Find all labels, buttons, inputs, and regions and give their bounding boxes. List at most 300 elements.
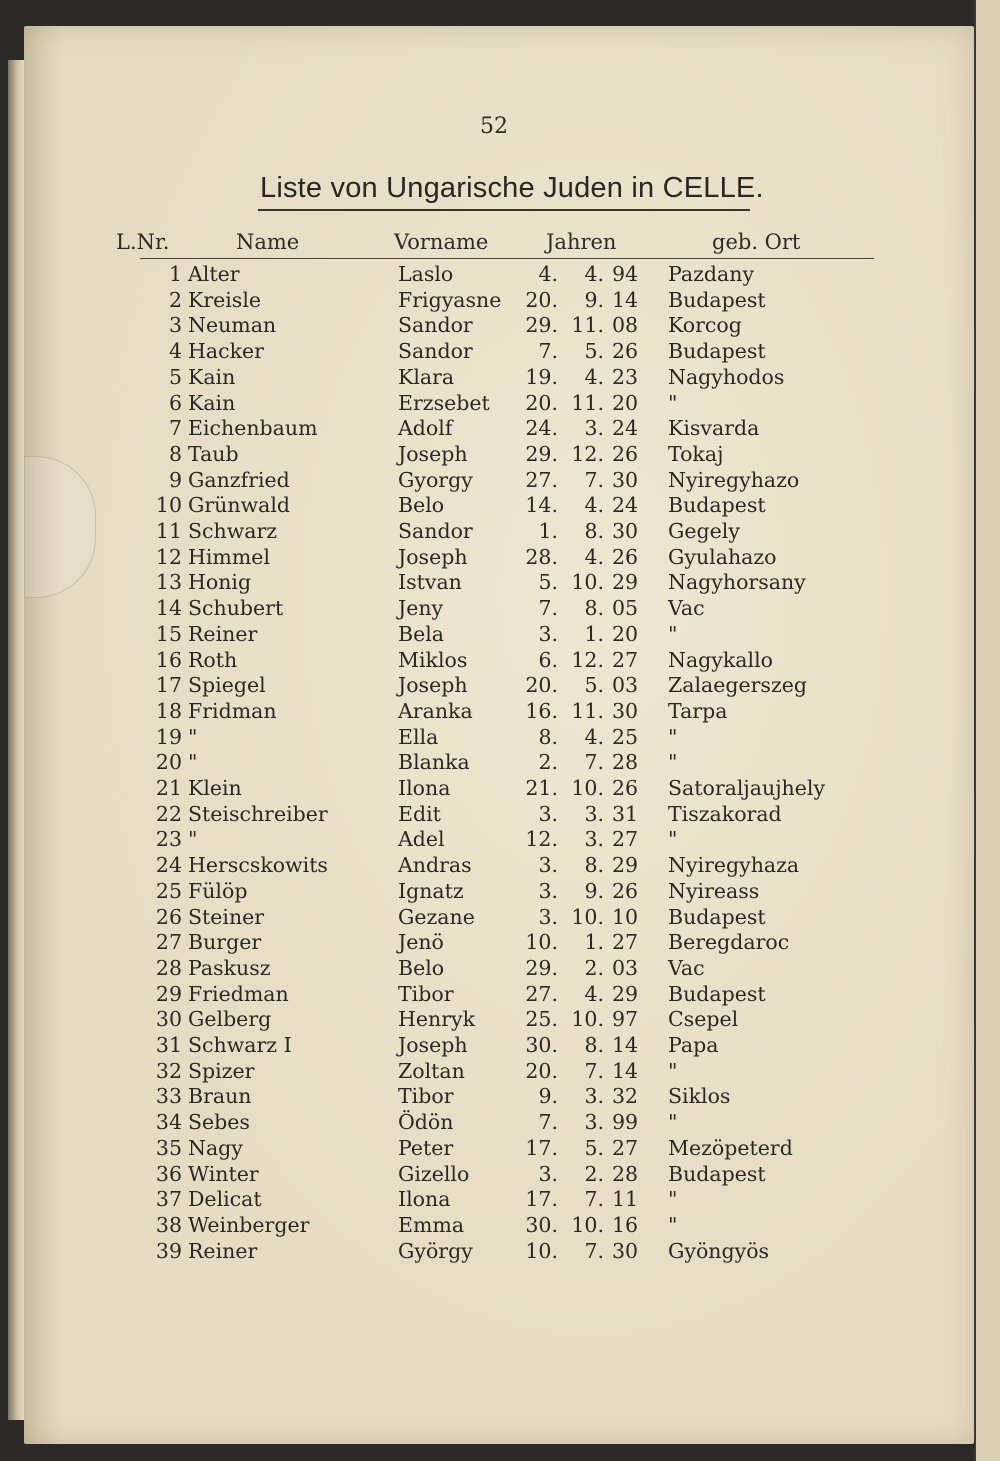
birth-day: 17.	[525, 1135, 558, 1160]
row-number: 9	[168, 467, 182, 492]
row-number: 20	[155, 750, 182, 775]
birth-year: 97	[612, 1007, 639, 1032]
birthplace: Tiszakorad	[668, 801, 782, 826]
birth-month: 3.	[584, 801, 604, 826]
surname: Eichenbaum	[188, 416, 318, 441]
birth-month: 2.	[584, 1161, 604, 1186]
first-name: Blanka	[398, 750, 470, 775]
row-number: 5	[168, 364, 182, 389]
first-name: Zoltan	[398, 1058, 465, 1083]
table-row	[24, 442, 974, 468]
birth-year: 30	[612, 519, 639, 543]
birth-month: 3.	[584, 827, 604, 852]
row-number: 26	[155, 904, 182, 929]
surname: Schwarz I	[188, 1033, 292, 1057]
birth-day: 21.	[525, 776, 558, 800]
surname: Sebes	[188, 1110, 250, 1135]
birth-month: 3.	[584, 1084, 604, 1109]
first-name: Joseph	[398, 1033, 468, 1057]
first-name: Bela	[398, 621, 444, 646]
row-number: 2	[168, 287, 182, 312]
first-name: Sandor	[398, 313, 473, 338]
first-name: Edit	[398, 801, 441, 826]
birthplace: Kisvarda	[668, 416, 760, 441]
birthplace: Nyireass	[668, 878, 760, 903]
table-row	[24, 570, 974, 596]
surname: Fridman	[188, 698, 277, 723]
surname: Steischreiber	[188, 801, 328, 826]
birth-day: 8.	[538, 724, 558, 749]
row-number: 21	[155, 776, 182, 800]
row-number: 17	[155, 673, 182, 698]
birth-year: 28	[612, 1161, 639, 1186]
birthplace: Budapest	[668, 1161, 766, 1186]
birth-month: 5.	[584, 673, 604, 698]
first-name: Ödön	[398, 1110, 454, 1135]
surname: Braun	[188, 1084, 252, 1109]
table-row	[24, 1084, 974, 1110]
birth-year: 30	[612, 698, 639, 723]
birthplace: Nagyhodos	[668, 364, 785, 389]
surname: Kreisle	[188, 287, 262, 312]
table-row	[24, 493, 974, 519]
birth-day: 20.	[525, 1058, 558, 1083]
birth-month: 10.	[571, 776, 604, 800]
birth-day: 20.	[525, 390, 558, 415]
birth-year: 26	[612, 339, 639, 364]
birth-year: 27	[612, 647, 639, 672]
row-number: 34	[155, 1110, 182, 1135]
first-name: Laslo	[398, 262, 454, 286]
birth-year: 03	[612, 673, 639, 698]
birthplace: Gyulahazo	[668, 544, 777, 569]
table-row	[24, 776, 974, 802]
birth-month: 10.	[571, 1212, 604, 1237]
first-name: Gyorgy	[398, 467, 473, 492]
surname: "	[188, 750, 198, 775]
birth-month: 11.	[571, 390, 604, 415]
surname: Nagy	[188, 1135, 243, 1160]
birthplace: "	[668, 621, 678, 646]
birth-year: 20	[612, 621, 639, 646]
birth-month: 10.	[571, 904, 604, 929]
surname: "	[188, 724, 198, 749]
surname: Reiner	[188, 621, 258, 646]
birthplace: Tokaj	[668, 441, 724, 466]
birthplace: "	[668, 1212, 678, 1237]
table-row	[24, 750, 974, 776]
birth-day: 5.	[538, 570, 558, 595]
first-name: Jenö	[398, 930, 444, 955]
surname: Weinberger	[188, 1212, 310, 1237]
page-number: 52	[480, 114, 508, 139]
surname: Honig	[188, 570, 252, 595]
table-row	[24, 802, 974, 828]
birth-year: 23	[612, 364, 639, 389]
birth-month: 8.	[584, 519, 604, 543]
table-row	[24, 1033, 974, 1059]
birthplace: "	[668, 390, 678, 415]
header-vorname: Vorname	[394, 230, 489, 254]
birth-month: 2.	[584, 955, 604, 980]
birth-day: 30.	[525, 1033, 558, 1057]
row-number: 33	[155, 1084, 182, 1109]
birthplace: Vac	[668, 596, 705, 621]
document-page	[24, 26, 974, 1444]
birth-month: 12.	[571, 647, 604, 672]
birth-day: 7.	[538, 596, 558, 621]
first-name: Joseph	[398, 544, 468, 569]
first-name: Henryk	[398, 1007, 476, 1032]
birth-month: 9.	[584, 878, 604, 903]
birth-year: 24	[612, 416, 639, 441]
surname: Ganzfried	[188, 467, 290, 492]
birth-day: 3.	[538, 878, 558, 903]
first-name: Belo	[398, 493, 445, 518]
table-row	[24, 1136, 974, 1162]
table-row	[24, 288, 974, 314]
birthplace: Beregdaroc	[668, 930, 790, 955]
header-rule	[140, 258, 874, 259]
table-row	[24, 1162, 974, 1188]
birth-month: 10.	[571, 570, 604, 595]
page-edge	[8, 60, 24, 1420]
birthplace: Tarpa	[668, 698, 728, 723]
birth-month: 3.	[584, 1110, 604, 1135]
birth-month: 12.	[571, 441, 604, 466]
birthplace: "	[668, 827, 678, 852]
first-name: Emma	[398, 1212, 465, 1237]
row-number: 18	[155, 698, 182, 723]
surname: Schubert	[188, 596, 284, 621]
surname: Spizer	[188, 1058, 255, 1083]
birth-month: 9.	[584, 287, 604, 312]
first-name: Belo	[398, 955, 445, 980]
birth-year: 29	[612, 981, 639, 1006]
birthplace: Pazdany	[668, 262, 755, 286]
row-number: 22	[155, 801, 182, 826]
birth-day: 28.	[525, 544, 558, 569]
birthplace: Mezöpeterd	[668, 1135, 793, 1160]
table-row	[24, 827, 974, 853]
birthplace: Siklos	[668, 1084, 731, 1109]
row-number: 13	[155, 570, 182, 595]
row-number: 19	[155, 724, 182, 749]
birthplace: Gyöngyös	[668, 1238, 770, 1263]
birth-year: 10	[612, 904, 639, 929]
first-name: Adolf	[398, 416, 453, 441]
first-name: Ignatz	[398, 878, 464, 903]
row-number: 4	[168, 339, 182, 364]
birthplace: Vac	[668, 955, 705, 980]
table-row	[24, 648, 974, 674]
birth-day: 7.	[538, 1110, 558, 1135]
surname: Herscskowits	[188, 853, 328, 878]
header-nr: L.Nr.	[116, 230, 170, 254]
first-name: Sandor	[398, 339, 473, 364]
row-number: 36	[155, 1161, 182, 1186]
birth-year: 25	[612, 724, 639, 749]
table-row	[24, 262, 974, 288]
table-row	[24, 339, 974, 365]
birth-month: 8.	[584, 596, 604, 621]
first-name: Erzsebet	[398, 390, 490, 415]
surname: Kain	[188, 390, 236, 415]
row-number: 32	[155, 1058, 182, 1083]
table-row	[24, 1110, 974, 1136]
birth-year: 31	[612, 801, 639, 826]
surname: Fülöp	[188, 878, 248, 903]
table-row	[24, 699, 974, 725]
first-name: Aranka	[398, 698, 473, 723]
table-row	[24, 313, 974, 339]
row-number: 35	[155, 1135, 182, 1160]
row-number: 16	[155, 647, 182, 672]
birth-day: 4.	[538, 262, 558, 286]
birthplace: Budapest	[668, 981, 766, 1006]
page-title: Liste von Ungarische Juden in CELLE.	[260, 172, 764, 204]
birthplace: Korcog	[668, 313, 742, 338]
table-row	[24, 725, 974, 751]
table-row	[24, 879, 974, 905]
surname: Friedman	[188, 981, 289, 1006]
birthplace: "	[668, 724, 678, 749]
surname: Winter	[188, 1161, 259, 1186]
row-number: 10	[155, 493, 182, 518]
birth-day: 29.	[525, 313, 558, 338]
first-name: Miklos	[398, 647, 468, 672]
birthplace: Nyiregyhazo	[668, 467, 800, 492]
row-number: 6	[168, 390, 182, 415]
surname: Paskusz	[188, 955, 271, 980]
first-name: Peter	[398, 1135, 454, 1160]
birth-day: 20.	[525, 673, 558, 698]
birth-year: 99	[612, 1110, 639, 1135]
birth-day: 3.	[538, 1161, 558, 1186]
birth-year: 28	[612, 750, 639, 775]
birthplace: Gegely	[668, 519, 740, 543]
birth-day: 29.	[525, 441, 558, 466]
table-row	[24, 853, 974, 879]
row-number: 3	[168, 313, 182, 338]
surname: Schwarz	[188, 519, 278, 543]
row-number: 29	[155, 981, 182, 1006]
birth-day: 27.	[525, 467, 558, 492]
birth-month: 7.	[584, 750, 604, 775]
birth-year: 26	[612, 441, 639, 466]
birthplace: "	[668, 1110, 678, 1135]
birth-day: 10.	[525, 930, 558, 955]
header-jahren: Jahren	[546, 230, 617, 254]
birth-month: 7.	[584, 1058, 604, 1083]
table-row	[24, 519, 974, 545]
first-name: Frigyasne	[398, 287, 502, 312]
surname: Alter	[188, 262, 240, 286]
row-number: 7	[168, 416, 182, 441]
birth-day: 16.	[525, 698, 558, 723]
birth-day: 1.	[538, 519, 558, 543]
birth-day: 2.	[538, 750, 558, 775]
table-row	[24, 416, 974, 442]
row-number: 30	[155, 1007, 182, 1032]
birth-month: 7.	[584, 467, 604, 492]
table-row	[24, 391, 974, 417]
surname: Taub	[188, 441, 239, 466]
birthplace: Budapest	[668, 339, 766, 364]
birth-month: 5.	[584, 339, 604, 364]
title-underline	[258, 209, 750, 211]
birth-day: 27.	[525, 981, 558, 1006]
birth-month: 7.	[584, 1238, 604, 1263]
birth-month: 8.	[584, 853, 604, 878]
surname: Burger	[188, 930, 262, 955]
surname: Grünwald	[188, 493, 291, 518]
birth-month: 3.	[584, 416, 604, 441]
table-row	[24, 982, 974, 1008]
birth-month: 4.	[584, 262, 604, 286]
facing-page-edge	[974, 0, 1000, 1461]
first-name: Tibor	[398, 1084, 454, 1109]
birth-month: 4.	[584, 364, 604, 389]
first-name: Jeny	[398, 596, 444, 621]
first-name: Sandor	[398, 519, 473, 543]
birth-year: 24	[612, 493, 639, 518]
birth-year: 27	[612, 827, 639, 852]
birthplace: Papa	[668, 1033, 719, 1057]
birth-month: 4.	[584, 544, 604, 569]
birth-day: 3.	[538, 904, 558, 929]
first-name: Gizello	[398, 1161, 470, 1186]
birth-day: 24.	[525, 416, 558, 441]
birth-year: 14	[612, 1033, 639, 1057]
surname: Hacker	[188, 339, 264, 364]
birth-month: 10.	[571, 1007, 604, 1032]
birth-month: 11.	[571, 698, 604, 723]
birth-year: 16	[612, 1212, 639, 1237]
table-row	[24, 622, 974, 648]
surname: Gelberg	[188, 1007, 272, 1032]
birthplace: Budapest	[668, 287, 766, 312]
birth-year: 32	[612, 1084, 639, 1109]
birth-year: 03	[612, 955, 639, 980]
row-number: 23	[155, 827, 182, 852]
header-name: Name	[236, 230, 300, 254]
birth-year: 30	[612, 467, 639, 492]
row-number: 24	[155, 853, 182, 878]
birth-month: 4.	[584, 724, 604, 749]
birth-day: 20.	[525, 287, 558, 312]
birth-month: 11.	[571, 313, 604, 338]
first-name: Istvan	[398, 570, 462, 595]
birth-day: 6.	[538, 647, 558, 672]
surname: Reiner	[188, 1238, 258, 1263]
row-number: 39	[155, 1238, 182, 1263]
table-row	[24, 1239, 974, 1265]
birth-year: 27	[612, 930, 639, 955]
first-name: Klara	[398, 364, 455, 389]
birth-day: 9.	[538, 1084, 558, 1109]
birth-year: 26	[612, 544, 639, 569]
birth-day: 3.	[538, 801, 558, 826]
birth-year: 14	[612, 1058, 639, 1083]
birthplace: Budapest	[668, 904, 766, 929]
birth-day: 7.	[538, 339, 558, 364]
birth-day: 29.	[525, 955, 558, 980]
birthplace: Csepel	[668, 1007, 739, 1032]
first-name: Joseph	[398, 441, 468, 466]
birth-day: 3.	[538, 853, 558, 878]
row-number: 38	[155, 1212, 182, 1237]
table-row	[24, 1059, 974, 1085]
table-row	[24, 545, 974, 571]
birth-year: 94	[612, 262, 639, 286]
birthplace: "	[668, 1187, 678, 1212]
row-number: 37	[155, 1187, 182, 1212]
table-row	[24, 365, 974, 391]
birthplace: Nagykallo	[668, 647, 773, 672]
first-name: Ilona	[398, 1187, 451, 1212]
birthplace: Satoraljaujhely	[668, 776, 826, 800]
birthplace: Nyiregyhaza	[668, 853, 800, 878]
row-number: 12	[155, 544, 182, 569]
birth-month: 1.	[584, 621, 604, 646]
header-ort: geb. Ort	[712, 230, 801, 254]
row-number: 11	[155, 519, 182, 543]
birth-month: 1.	[584, 930, 604, 955]
birth-year: 27	[612, 1135, 639, 1160]
table-row	[24, 596, 974, 622]
birth-year: 14	[612, 287, 639, 312]
first-name: Joseph	[398, 673, 468, 698]
birth-day: 10.	[525, 1238, 558, 1263]
birth-month: 8.	[584, 1033, 604, 1057]
birth-month: 5.	[584, 1135, 604, 1160]
surname: Steiner	[188, 904, 265, 929]
first-name: György	[398, 1238, 473, 1263]
birth-year: 20	[612, 390, 639, 415]
table-row	[24, 1187, 974, 1213]
surname: Roth	[188, 647, 238, 672]
row-number: 28	[155, 955, 182, 980]
table-row	[24, 1213, 974, 1239]
table-row	[24, 1007, 974, 1033]
birth-day: 14.	[525, 493, 558, 518]
surname: Delicat	[188, 1187, 262, 1212]
first-name: Gezane	[398, 904, 475, 929]
surname: Kain	[188, 364, 236, 389]
row-number: 15	[155, 621, 182, 646]
birthplace: "	[668, 750, 678, 775]
birthplace: Nagyhorsany	[668, 570, 806, 595]
first-name: Adel	[398, 827, 445, 852]
first-name: Ella	[398, 724, 439, 749]
birthplace: "	[668, 1058, 678, 1083]
birthplace: Budapest	[668, 493, 766, 518]
row-number: 14	[155, 596, 182, 621]
birth-year: 08	[612, 313, 639, 338]
birth-month: 4.	[584, 493, 604, 518]
birth-month: 4.	[584, 981, 604, 1006]
table-row	[24, 956, 974, 982]
birth-month: 7.	[584, 1187, 604, 1212]
birth-year: 29	[612, 570, 639, 595]
birth-year: 11	[612, 1187, 639, 1212]
birth-year: 05	[612, 596, 639, 621]
birth-day: 12.	[525, 827, 558, 852]
birth-day: 30.	[525, 1212, 558, 1237]
table-row	[24, 930, 974, 956]
birth-day: 25.	[525, 1007, 558, 1032]
